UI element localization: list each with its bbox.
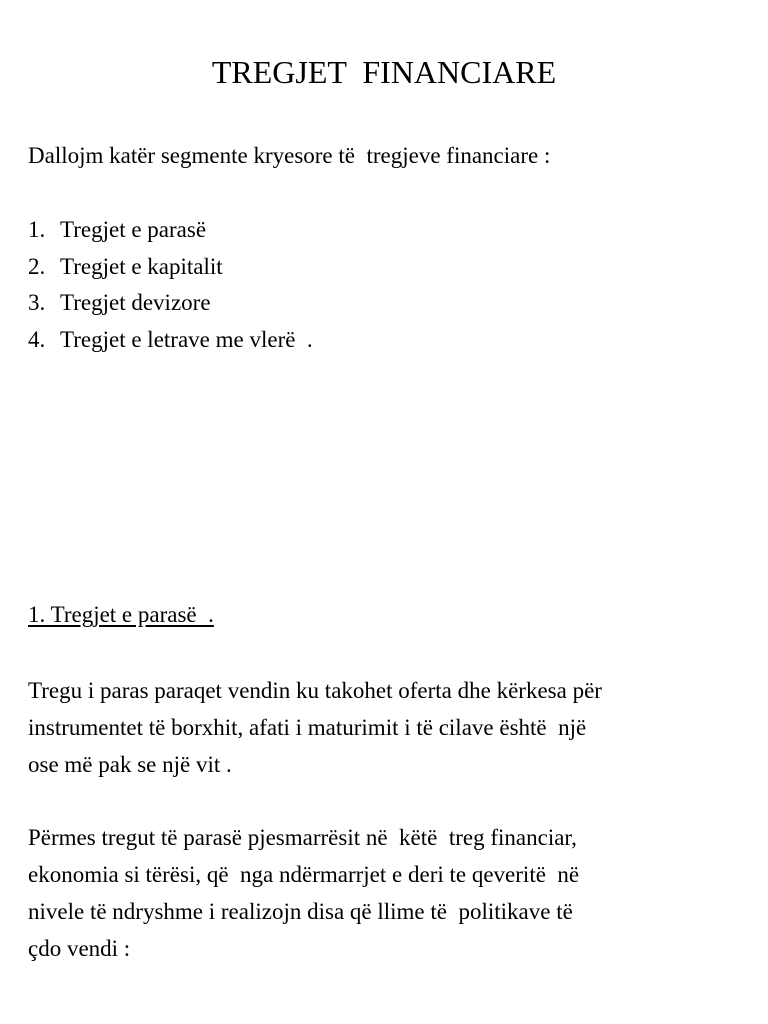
list-item — [28, 212, 313, 249]
list-item-number: 4. — [28, 326, 46, 352]
paragraph-line: instrumentet të borxhit, afati i maturimit i të cilave është një — [28, 715, 587, 740]
document-title: TREGJET FINANCIARE — [211, 54, 557, 90]
paragraph-line: çdo vendi : — [28, 936, 131, 961]
paragraph-line: ekonomia si tërësi, që nga ndërmarrjet e deri te qeveritë në — [28, 862, 580, 887]
list-item-number: 3. — [28, 290, 46, 315]
segments-list — [28, 212, 313, 358]
list-item-number: 2. — [28, 253, 46, 279]
paragraph-line: Tregu i paras paraqet vendin ku takohet oferta dhe kërkesa për — [28, 678, 602, 703]
list-item-number: 1. — [28, 217, 46, 242]
section-heading: 1. Tregjet e parasë . — [28, 602, 214, 627]
paragraph-money-market — [28, 672, 748, 783]
list-item-label: Tregjet e kapitalit — [60, 253, 223, 279]
list-item-label: Tregjet e parasë — [60, 217, 207, 242]
list-item — [28, 322, 313, 359]
paragraph-participants — [28, 819, 748, 967]
paragraph-line: Përmes tregut të parasë pjesmarrësit në këtë treg financiar, — [28, 825, 577, 850]
list-item-label: Tregjet devizore — [60, 290, 211, 315]
intro-text: Dallojm katër segmente kryesore të tregjeve financiare : — [28, 143, 551, 168]
list-item — [28, 285, 313, 322]
paragraph-line: nivele të ndryshme i realizojn disa që llime të politikave të — [28, 899, 573, 924]
paragraph-line: ose më pak se një vit . — [28, 752, 232, 777]
list-item-label: Tregjet e letrave me vlerë . — [60, 326, 313, 352]
list-item — [28, 249, 313, 286]
